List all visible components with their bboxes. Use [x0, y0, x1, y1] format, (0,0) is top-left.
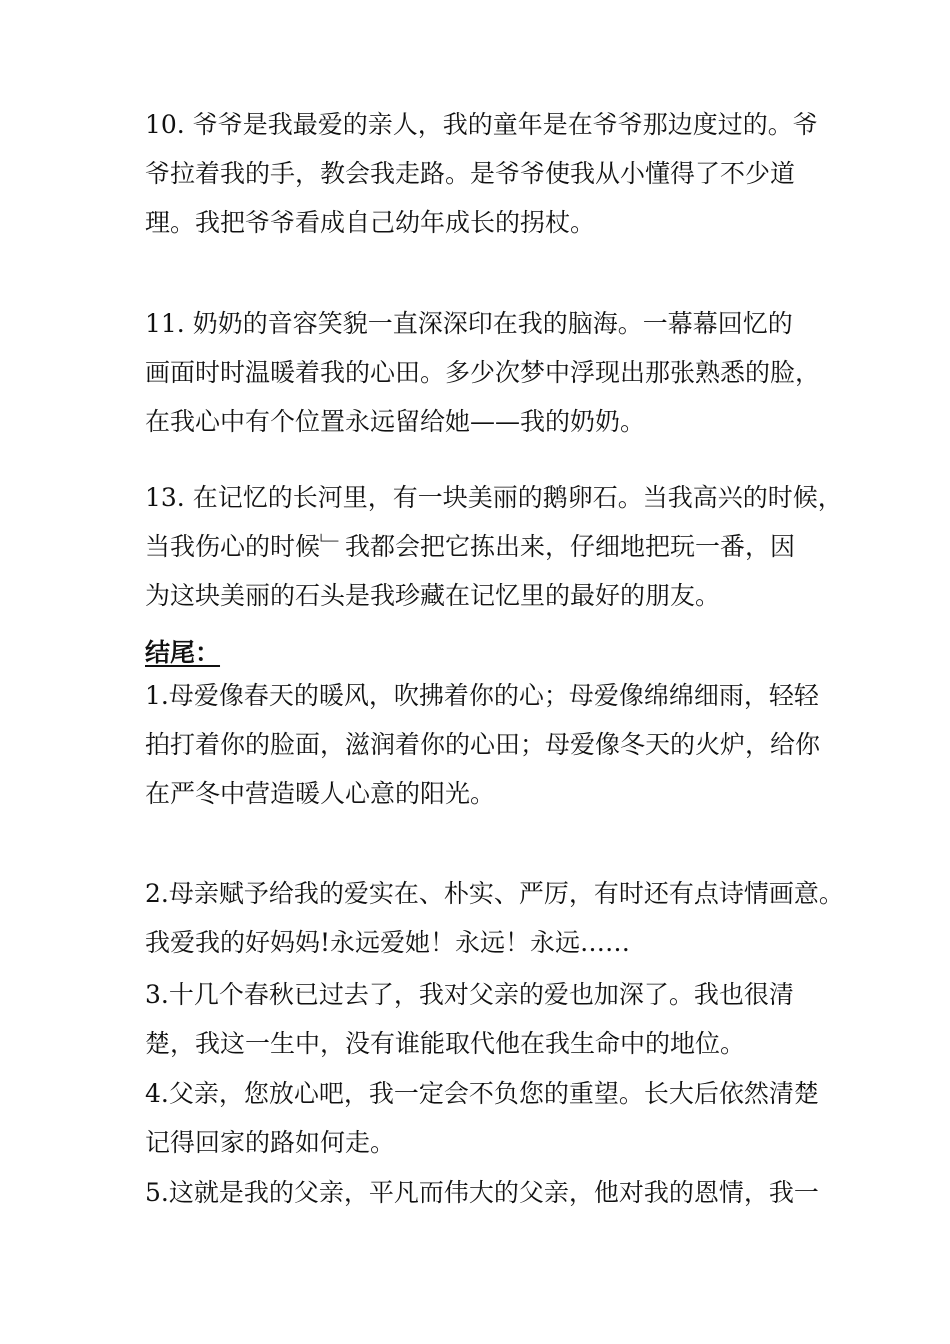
section-heading: 结尾： [145, 638, 221, 667]
text-line: 2.母亲赋予给我的爱实在、朴实、严厉，有时还有点诗情画意。 [145, 879, 844, 908]
paragraph-10 [145, 100, 835, 247]
text-line: 楚，我这一生中，没有谁能取代他在我生命中的地位。 [145, 1029, 746, 1058]
paragraph-11 [145, 299, 835, 446]
text-line: 1.母爱像春天的暖风，吹拂着你的心；母爱像绵绵细雨，轻轻 [145, 681, 819, 710]
text-line: 拍打着你的脸面，滋润着你的心田；母爱像冬天的火炉，给你 [145, 730, 821, 759]
paragraph-13 [145, 473, 843, 620]
text-line: 当我伤心的时候﹂我都会把它拣出来，仔细地把玩一番，因 [145, 532, 796, 561]
text-line: 我爱我的好妈妈!永远爱她！永远！永远…… [145, 928, 631, 957]
ending-2 [145, 869, 844, 967]
ending-4 [145, 1069, 835, 1167]
ending-3 [145, 970, 835, 1068]
text-line: 记得回家的路如何走。 [145, 1128, 396, 1157]
text-line: 11. 奶奶的音容笑貌一直深深印在我的脑海。一幕幕回忆的 [145, 309, 793, 338]
text-line: 理。我把爷爷看成自己幼年成长的拐杖。 [145, 208, 596, 237]
ending-5 [145, 1168, 835, 1217]
text-line: 画面时时温暖着我的心田。多少次梦中浮现出那张熟悉的脸， [145, 358, 821, 387]
text-line: 10. 爷爷是我最爱的亲人，我的童年是在爷爷那边度过的。爷 [145, 110, 818, 139]
text-line: 13. 在记忆的长河里，有一块美丽的鹅卵石。当我高兴的时候， [145, 483, 843, 512]
text-line: 为这块美丽的石头是我珍藏在记忆里的最好的朋友。 [145, 581, 721, 610]
text-line: 在我心中有个位置永远留给她——我的奶奶。 [145, 407, 646, 436]
text-line: 爷拉着我的手，教会我走路。是爷爷使我从小懂得了不少道 [145, 159, 796, 188]
text-line: 4.父亲，您放心吧，我一定会不负您的重望。长大后依然清楚 [145, 1079, 819, 1108]
ending-1 [145, 671, 835, 818]
text-line: 5.这就是我的父亲，平凡而伟大的父亲，他对我的恩情，我一 [145, 1178, 819, 1207]
text-line: 在严冬中营造暖人心意的阳光。 [145, 779, 496, 808]
text-line: 3.十几个春秋已过去了，我对父亲的爱也加深了。我也很清 [145, 980, 794, 1009]
